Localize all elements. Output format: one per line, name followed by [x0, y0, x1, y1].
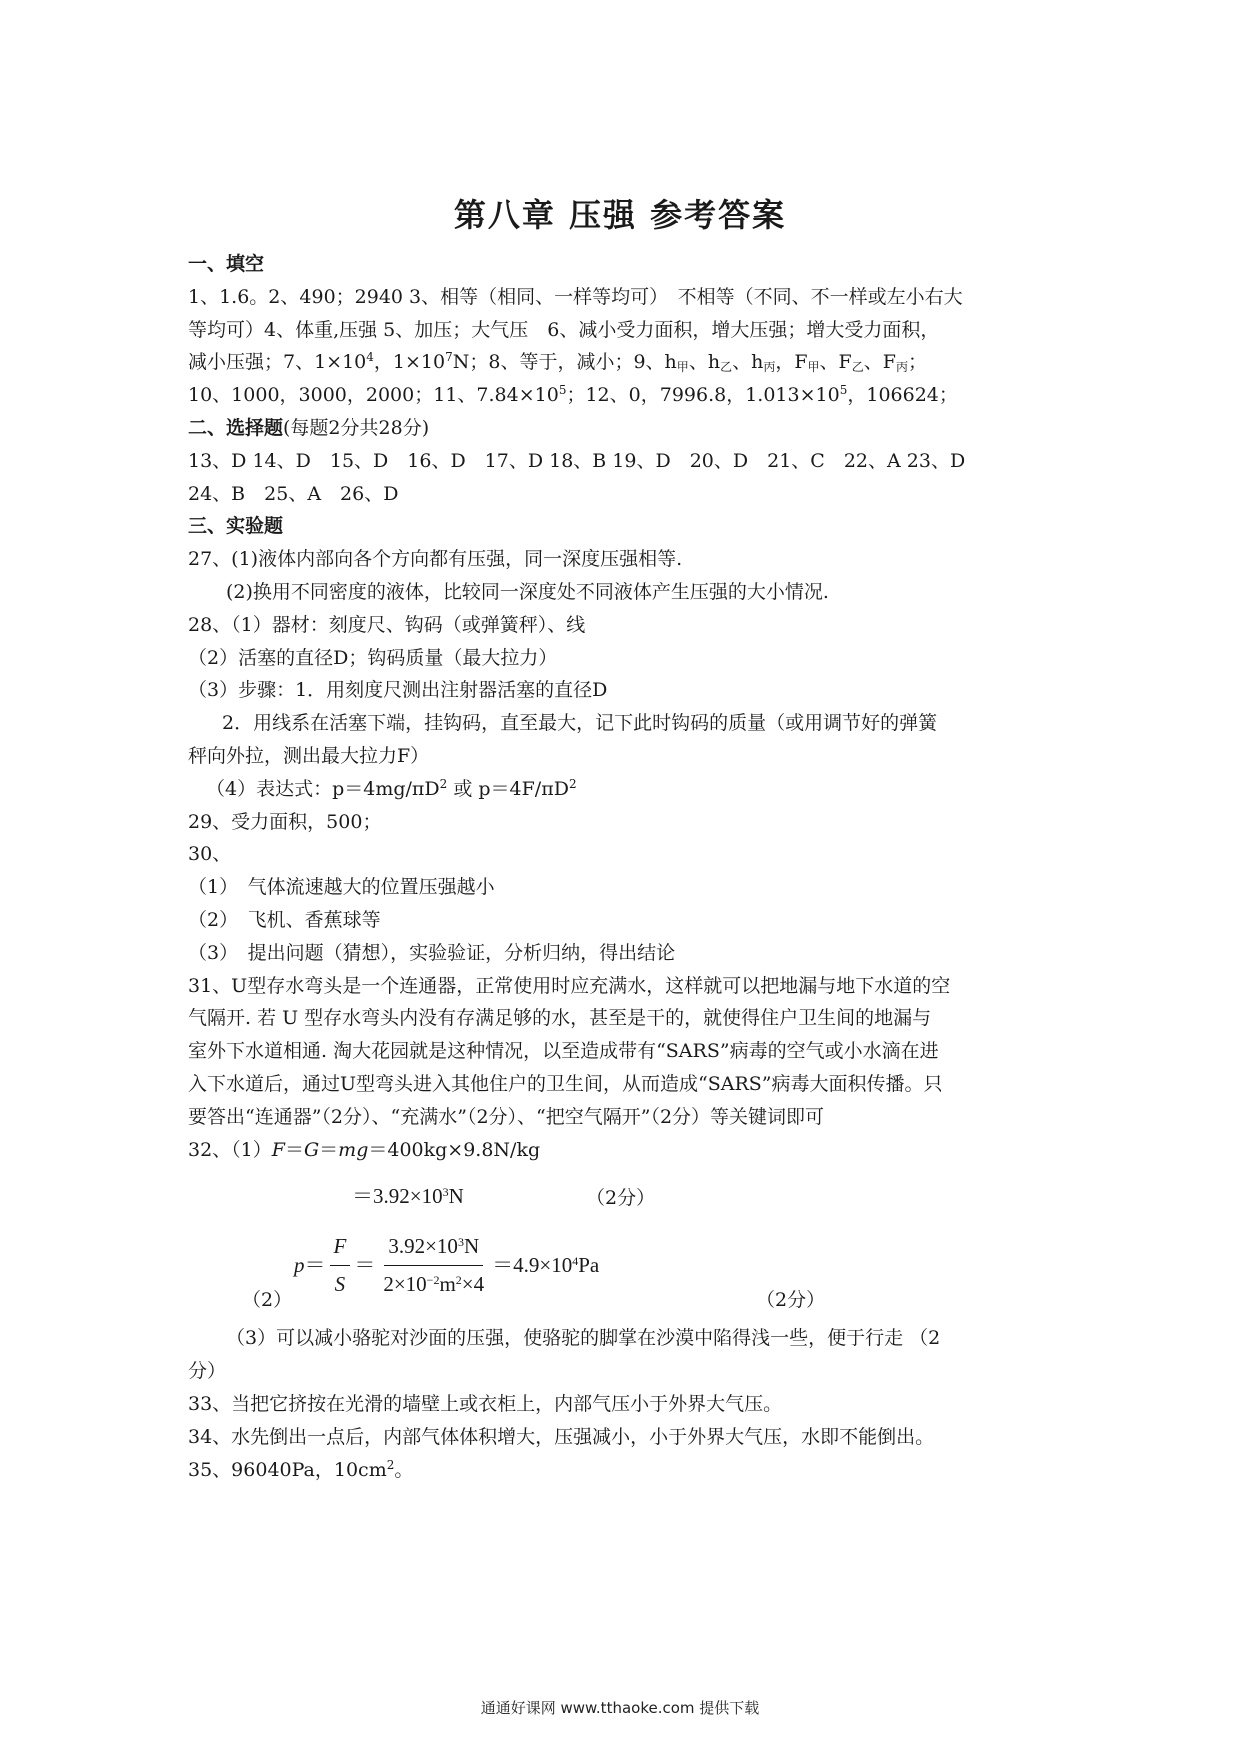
choice-line-1: 13、D 14、D 15、D 16、D 17、D 18、B 19、D 20、D 21、C 22、A 23、D [188, 449, 966, 472]
answer-body [188, 248, 1058, 1486]
q27-line-1: 27、(1)液体内部向各个方向都有压强，同一深度压强相等. [188, 548, 683, 571]
section-heading-fill: 一、填空 [188, 253, 265, 275]
q31-line-4: 入下水道后，通过U型弯头进入其他住户的卫生间，从而造成“SARS”病毒大面积传播。只 [188, 1072, 943, 1095]
q32-equation-2 [188, 1226, 1058, 1322]
fraction-f-over-s: $\frac{F}{S}$ [330, 1230, 351, 1301]
footer-source: 通通好课网 www.tthaoke.com 提供下载 [480, 1699, 760, 1717]
q31-line-2: 气隔开. 若 U 型存水弯头内没有存满足够的水，甚至是干的，就使得住户卫生间的地漏与 [188, 1007, 932, 1030]
q28-line-4: 2．用线系在活塞下端，挂钩码，直至最大，记下此时钩码的质量（或用调节好的弹簧 [222, 712, 938, 735]
score-label: （2分） [756, 1289, 826, 1312]
choice-line-2: 24、B 25、A 26、D [188, 482, 399, 505]
fraction-values: $\frac{3.92\times 10^3N}{2\times 10^{-2}m^2\times 4}$ [379, 1230, 488, 1301]
q31-line-3: 室外下水道相通. 淘大花园就是这种情况，以至造成带有“SARS”病毒的空气或小水滴在进 [188, 1040, 939, 1063]
part-label: （2） [242, 1289, 293, 1312]
section-heading-choice: 二、选择题(每题2分共28分) [188, 416, 430, 439]
pressure-result: $=4.9\times 10^4Pa$ [492, 1253, 600, 1278]
q32-line-1: 32、（1）F＝G＝mg＝400kg×9.8N/kg [188, 1138, 541, 1161]
fill-line-4: 10、1000，3000，2000；11、$7.84\times 10^5$；12、0，7996.8，$1.013\times 10^5$，106624； [188, 383, 958, 407]
q33-line: 33、当把它挤按在光滑的墙壁上或衣柜上，内部气压小于外界大气压。 [188, 1392, 783, 1415]
fill-line-1: 1、1.6。2、490；2940 3、相等（相同、一样等均可） 不相等（不同、不一样或左小右大 [188, 285, 963, 308]
q28-line-1: 28、（1）器材：刻度尺、钩码（或弹簧秤）、线 [188, 613, 586, 636]
q34-line: 34、水先倒出一点后，内部气体体积增大，压强减小，小于外界大气压，水即不能倒出。 [188, 1425, 935, 1448]
score-label: （2分） [586, 1187, 656, 1210]
q30-line-4: （3） 提出问题（猜想），实验验证，分析归纳，得出结论 [188, 941, 676, 964]
pressure-formula: p ＝ $\frac{F}{S}$ ＝ $\frac{3.92\times 10^3N}{2\times 10^{-2}m^2\times 4}$ $=4.9\times 10^4Pa$ [294, 1230, 599, 1301]
q28-line-2: （2）活塞的直径D；钩码质量（最大拉力） [188, 646, 558, 669]
q32-line-3: （3）可以减小骆驼对沙面的压强，使骆驼的脚掌在沙漠中陷得浅一些，便于行走 （2 [226, 1327, 941, 1350]
q30-line-1: 30、 [188, 843, 232, 866]
q35-line: 35、96040Pa，$10cm^2$。 [188, 1457, 414, 1481]
q30-line-2: （1） 气体流速越大的位置压强越小 [188, 876, 495, 899]
q28-line-3: （3）步骤：1．用刻度尺测出注射器活塞的直径D [188, 679, 608, 702]
fill-line-3: 减小压强；7、$1\times 10^4$，$1\times 10^7N$；8、等于，减小；9、$h_甲$、$h_乙$、$h_丙$，$F_甲$、$F_乙$、$F_丙$； [188, 350, 927, 375]
fill-line-2: 等均可）4、体重,压强 5、加压；大气压 6、减小受力面积，增大压强；增大受力面积， [188, 318, 940, 341]
q28-line-5: 秤向外拉，测出最大拉力F） [188, 744, 430, 767]
section-heading-experiment: 三、实验题 [188, 515, 284, 538]
page-title: 第八章 压强 参考答案 [453, 196, 787, 234]
q32-equation-1 [188, 1166, 1058, 1226]
q31-line-1: 31、U型存水弯头是一个连通器，正常使用时应充满水，这样就可以把地漏与地下水道的空 [188, 974, 951, 997]
q29-line: 29、受力面积，500； [188, 810, 382, 833]
q31-line-5: 要答出“连通器”（2分）、“充满水”（2分）、“把空气隔开”（2分）等关键词即可 [188, 1105, 825, 1128]
q28-expression: （4）表达式：$p=4mg/\pi D^2$ 或 $p=4F/\pi D^2$ [206, 776, 577, 800]
weight-result: $=3.92\times 10^3N$ [352, 1184, 464, 1209]
q30-line-3: （2） 飞机、香蕉球等 [188, 908, 381, 931]
q27-line-2: (2)换用不同密度的液体，比较同一深度处不同液体产生压强的大小情况. [226, 580, 829, 603]
q32-line-4: 分） [188, 1360, 227, 1383]
